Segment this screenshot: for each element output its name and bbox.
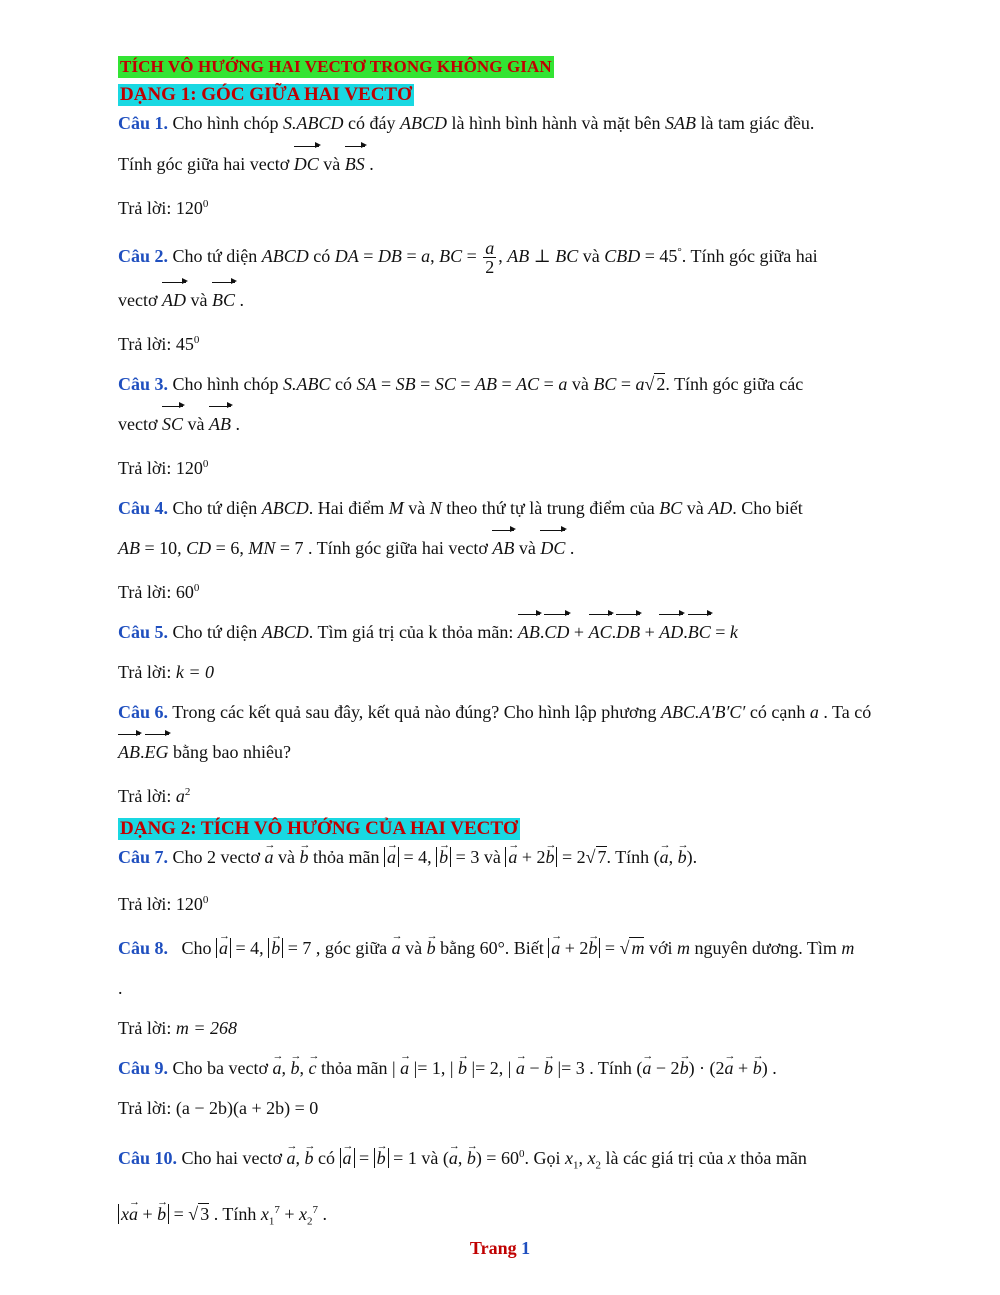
section-heading-2: DẠNG 2: TÍCH VÔ HƯỚNG CỦA HAI VECTƠ xyxy=(120,818,518,839)
question-2: Câu 2. Cho tứ diện ABCD có DA = DB = a, BC = $\frac{a}{2}$ , AB ⊥ BC và CBD = 45°. Tính góc giữa hai xyxy=(118,238,818,278)
page-footer xyxy=(0,1238,1000,1259)
answer-9: Trả lời: (a − 2b)(a + 2b) = 0 xyxy=(118,1098,319,1118)
answer-4: Trả lời: $60^0$ xyxy=(118,582,200,602)
answer-2: Trả lời: $45^0$ xyxy=(118,334,200,354)
answer-3: Trả lời: $120^0$ xyxy=(118,458,209,478)
question-4: Câu 4. Cho tứ diện ABCD. Hai điểm M và N theo thứ tự là trung điểm của BC và AD. Cho biết xyxy=(118,498,803,518)
document-title: TÍCH VÔ HƯỚNG HAI VECTƠ TRONG KHÔNG GIAN xyxy=(120,57,552,76)
question-6: Câu 6. Trong các kết quả sau đây, kết quả nào đúng? Cho hình lập phương ABC.A′B′C′ có cạnh a . Ta có xyxy=(118,702,872,722)
question-1: Câu 1. Cho hình chóp S.ABCD có đáy ABCD là hình bình hành và mặt bên SAB là tam giác đều. xyxy=(118,113,815,133)
answer-5: Trả lời: k = 0 xyxy=(118,662,215,682)
page-number: 1 xyxy=(521,1238,531,1258)
document-page: TÍCH VÔ HƯỚNG HAI VECTƠ TRONG KHÔNG GIAN DẠNG 1: GÓC GIỮA HAI VECTƠ Câu 1. Cho hình chóp S.ABCD có đáy ABCD là hình bình hành và mặt bên SAB là tam giác đều. Tính góc giữa hai vectơ DC và BS . Trả lời: $120^0$ Câu 2. Cho tứ diện ABCD có DA = DB = a, BC = $\frac{a}{2}$ , AB ⊥ BC và CBD = 45°. Tính góc giữa hai vectơ AD và BC . Trả lời: $45^0$ Câu 3. Cho hình chóp S.ABC có SA = SB = SC = AB = AC = a và BC = a√ 2. Tính góc giữa các vectơ SC và AB . Trả lời: $120^0$ Câu 4. Cho tứ diện ABCD. Hai điểm M và N theo thứ tự là trung điểm của BC và AD. Cho biết AB = 10, CD = 6, MN = 7 . Tính góc giữa hai vectơ AB và DC . Trả lời: $60^0$ Câu 5. Cho tứ diện ABCD. Tìm giá trị của k thỏa mãn: AB.CD + AC.DB + AD.BC = k Trả lời: k = 0 Câu 6. Trong các kết quả sau đây, kết quả nào đúng? Cho hình lập phương ABC.A′B′C′ có cạnh a . Ta có AB.EG bằng bao nhiêu? Trả lời: $a^2$ DẠNG 2: TÍCH VÔ HƯỚNG CỦA HAI VECTƠ Câu 7. Cho 2 vectơ a → và b → thỏa mãn a → = 4, b → = 3 và a → + 2b → = 2√ 7. Tính (a →, b →). Trả lời: $120^0$ Câu 8. Cho a → = 4, b → = 7 , góc giữa a → và b → bằng 60°. Biết a → + 2b → = √ m với m nguyên dương. Tìm m . Trả lời: m = 268 Câu 9. Cho ba vectơ a →, b →, c → thỏa mãn | a → |= 1, | b → |= 2, | a → − b → |= 3 . Tính (a → − 2b →) · (2a → + b →) . Trả lời: (a − 2b)(a + 2b) = 0 Câu 10. Cho hai vectơ a →, b → có a → = b → = 1 và (a →, b →) = $60^0$. Gọi $x_1$, $x_2$ là các giá trị của x thỏa mãn xa → + b → = √ 3 . Tính $x_1^7 + x_2^7$ . xyxy=(118,56,963,1241)
question-3: Câu 3. Cho hình chóp S.ABC có SA = SB = SC = AB = AC = a và BC = a√ 2. Tính góc giữa các xyxy=(118,374,804,394)
question-5: Câu 5. Cho tứ diện ABCD. Tìm giá trị của k thỏa mãn: AB.CD + AC.DB + AD.BC = k xyxy=(118,612,963,652)
question-8: Câu 8. Cho a → = 4, b → = 7 , góc giữa a → và b → bằng 60°. Biết a → + 2b → = √ m với m nguyên dương. Tìm m xyxy=(118,928,963,968)
answer-1: Trả lời: $120^0$ xyxy=(118,198,209,218)
section-heading-1: DẠNG 1: GÓC GIỮA HAI VECTƠ xyxy=(120,84,412,105)
question-9: Câu 9. Cho ba vectơ a →, b →, c → thỏa mãn | a → |= 1, | b → |= 2, | a → − b → |= 3 . Tính (a → − 2b →) · (2a → + b →) . xyxy=(118,1048,963,1088)
answer-7: Trả lời: $120^0$ xyxy=(118,894,209,914)
question-10: Câu 10. Cho hai vectơ a →, b → có a → = b → = 1 và (a →, b →) = $60^0$. Gọi $x_1$, $x_2$ là các giá trị của x thỏa mãn xyxy=(118,1134,963,1186)
footer-label: Trang xyxy=(469,1238,517,1258)
question-7: Câu 7. Cho 2 vectơ a → và b → thỏa mãn a → = 4, b → = 3 và a → + 2b → = 2√ 7. Tính (a →, b →). xyxy=(118,840,963,874)
answer-6: Trả lời: $a^2$ xyxy=(118,786,191,806)
answer-8: Trả lời: m = 268 xyxy=(118,1018,238,1038)
